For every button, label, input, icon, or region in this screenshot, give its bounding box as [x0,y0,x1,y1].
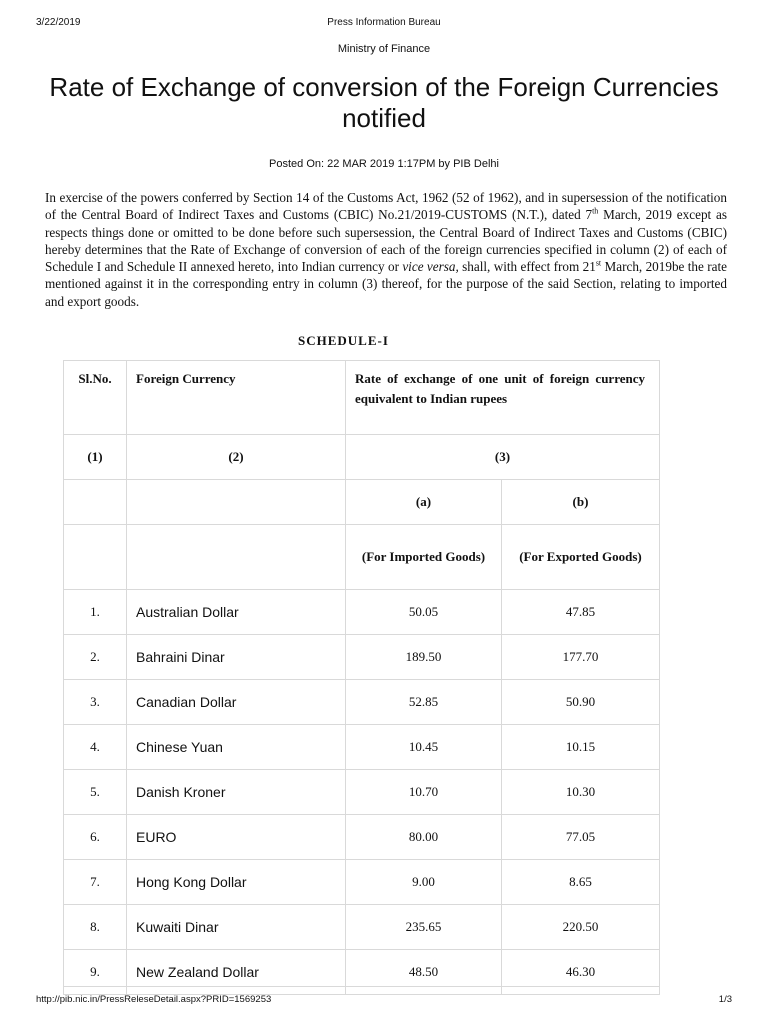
body-text-3: shall, with effect from 21 [458,259,596,275]
table-row [64,860,660,905]
page-title: Rate of Exchange of conversion of the Foreign Currencies notified [49,72,719,133]
sl-cell: 5. [64,770,127,815]
table-row [64,590,660,635]
currency-cell: Kuwaiti Dinar [127,905,346,950]
body-text-4: March, 2019be the rate mentioned against it in the corresponding entry in column (3) thereof, for the purpose of the said Section, relating to imported and export goods. [45,259,727,309]
index-3: (3) [346,435,660,480]
footer-page-number: 1/3 [718,994,732,1005]
sub-col-a-label: (For Imported Goods) [346,525,502,590]
imported-rate-cell: 9.00 [346,860,502,905]
exported-rate-cell: 46.30 [502,950,660,995]
imported-rate-cell: 189.50 [346,635,502,680]
sl-cell: 6. [64,815,127,860]
table-row [64,815,660,860]
imported-rate-cell: 48.50 [346,950,502,995]
table-row [64,680,660,725]
table-row [64,950,660,995]
currency-cell: Australian Dollar [127,590,346,635]
exported-rate-cell: 50.90 [502,680,660,725]
empty-cell [127,525,346,590]
footer-url: http://pib.nic.in/PressReleseDetail.aspx?PRID=1569253 [36,994,272,1005]
sl-cell: 9. [64,950,127,995]
sl-cell: 8. [64,905,127,950]
sl-cell: 7. [64,860,127,905]
currency-cell: New Zealand Dollar [127,950,346,995]
currency-cell: Chinese Yuan [127,725,346,770]
exported-rate-cell: 177.70 [502,635,660,680]
col-header-currency: Foreign Currency [127,361,346,435]
table-row [64,905,660,950]
imported-rate-cell: 235.65 [346,905,502,950]
table-bottom-rule [63,986,659,987]
exported-rate-cell: 8.65 [502,860,660,905]
imported-rate-cell: 10.45 [346,725,502,770]
sub-col-a: (a) [346,480,502,525]
posted-info: Posted On: 22 MAR 2019 1:17PM by PIB Delhi [269,158,499,170]
currency-cell: Canadian Dollar [127,680,346,725]
exported-rate-cell: 10.15 [502,725,660,770]
body-italic: vice versa, [402,259,459,275]
empty-cell [64,480,127,525]
exchange-rate-table [63,360,660,995]
sl-cell: 4. [64,725,127,770]
sl-cell: 1. [64,590,127,635]
exported-rate-cell: 220.50 [502,905,660,950]
print-date: 3/22/2019 [36,17,81,28]
print-site-title: Press Information Bureau [327,17,441,28]
sub-col-b: (b) [502,480,660,525]
currency-cell: Bahraini Dinar [127,635,346,680]
body-text-2: March, 2019 except as respects things done or omitted to be done before such supersession, the Central Board of Indirect Taxes and Customs (CBIC) hereby determines that the Rate of Exchange of conversion of each of the foreign currencies specified in column (2) of each of Schedule I and Schedule II annexed hereto, into Indian currency or [45,207,727,275]
table-index-row [64,435,660,480]
exported-rate-cell: 77.05 [502,815,660,860]
table-row [64,725,660,770]
col-header-sl: Sl.No. [64,361,127,435]
index-2: (2) [127,435,346,480]
table-subheader-row [64,480,660,525]
body-paragraph [45,189,727,310]
empty-cell [127,480,346,525]
imported-rate-cell: 80.00 [346,815,502,860]
table-subheader-label-row [64,525,660,590]
table-row [64,770,660,815]
body-text-1: In exercise of the powers conferred by Section 14 of the Customs Act, 1962 (52 of 1962), and in supersession of the notification of the Central Board of Indirect Taxes and Customs (CBIC) No.21/2019-CUSTOMS (N.T.), dated 7 [45,190,727,223]
exported-rate-cell: 10.30 [502,770,660,815]
table-row [64,635,660,680]
table-header-row [64,361,660,435]
currency-cell: Hong Kong Dollar [127,860,346,905]
body-sup-2: st [595,258,602,268]
body-sup-1: th [592,206,599,216]
sub-col-b-label: (For Exported Goods) [502,525,660,590]
imported-rate-cell: 52.85 [346,680,502,725]
sl-cell: 3. [64,680,127,725]
imported-rate-cell: 50.05 [346,590,502,635]
empty-cell [64,525,127,590]
imported-rate-cell: 10.70 [346,770,502,815]
col-header-rate: Rate of exchange of one unit of foreign currency equivalent to Indian rupees [346,361,660,435]
exported-rate-cell: 47.85 [502,590,660,635]
schedule-title: SCHEDULE-I [298,333,389,348]
index-1: (1) [64,435,127,480]
sl-cell: 2. [64,635,127,680]
currency-cell: EURO [127,815,346,860]
currency-cell: Danish Kroner [127,770,346,815]
ministry-label: Ministry of Finance [337,43,431,55]
